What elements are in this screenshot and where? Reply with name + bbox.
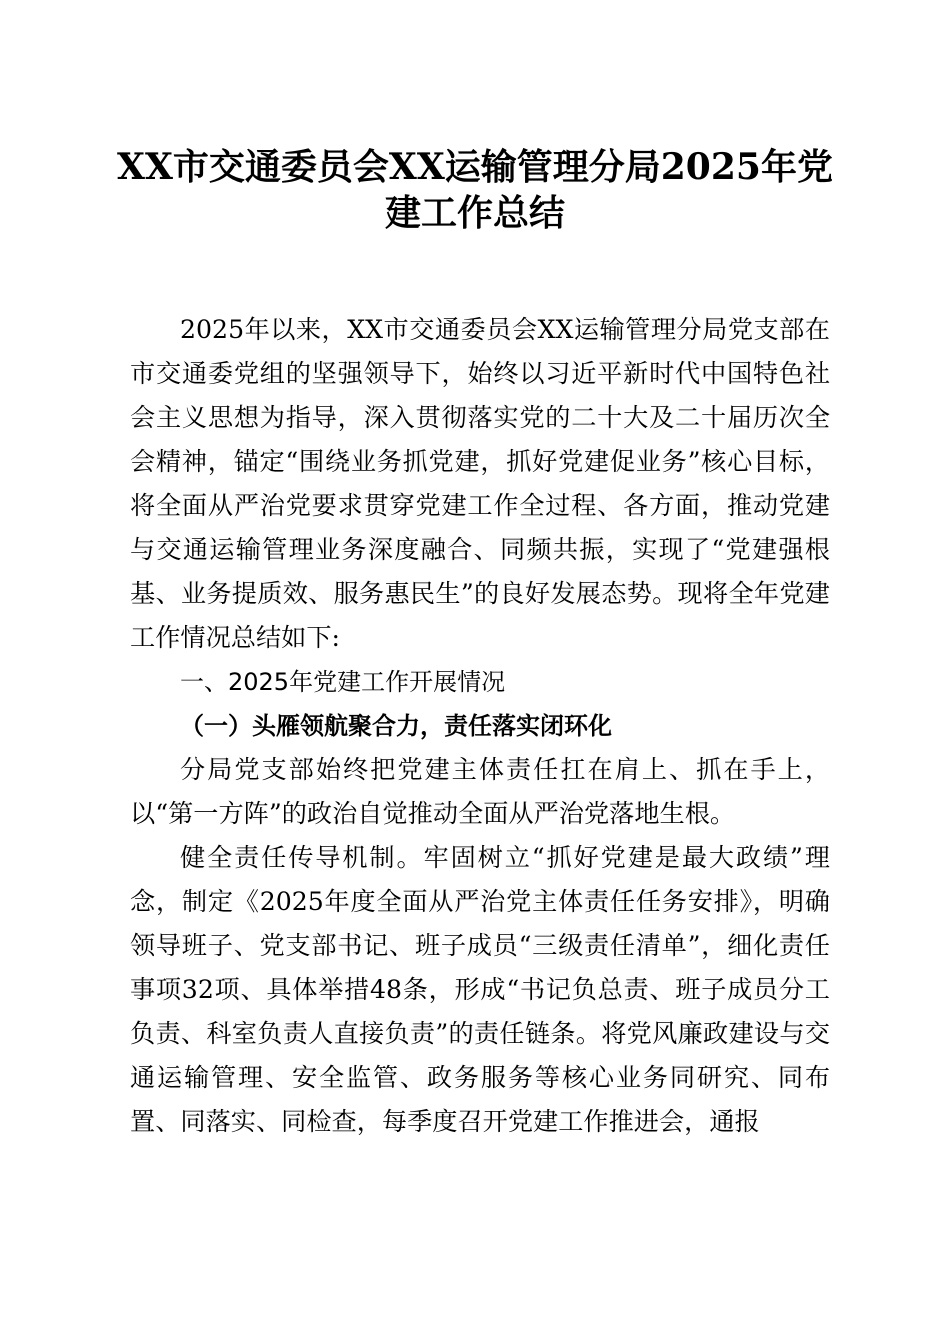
section-heading: 一、2025年党建工作开展情况: [180, 668, 506, 696]
document-title: XX市交通委员会XX运输管理分局2025年党建工作总结: [117, 146, 833, 234]
document-body: [130, 308, 830, 1144]
subsection-heading: （一）头雁领航聚合力，责任落实闭环化: [180, 711, 612, 740]
body-paragraph: 分局党支部始终把党建主体责任扛在肩上、抓在手上，以“第一方阵”的政治自觉推动全面从严治党落地生根。: [130, 755, 830, 828]
intro-paragraph: 2025年以来，XX市交通委员会XX运输管理分局党支部在市交通委党组的坚强领导下，始终以习近平新时代中国特色社会主义思想为指导，深入贯彻落实党的二十大及二十届历次全会精神，锚定“围绕业务抓党建，抓好党建促业务”核心目标，将全面从严治党要求贯穿党建工作全过程、各方面，推动党建与交通运输管理业务深度融合、同频共振，实现了“党建强根基、业务提质效、服务惠民生”的良好发展态势。现将全年党建工作情况总结如下:: [130, 315, 830, 652]
body-paragraph: 健全责任传导机制。牢固树立“抓好党建是最大政绩”理念，制定《2025年度全面从严治党主体责任任务安排》，明确领导班子、党支部书记、班子成员“三级责任清单”，细化责任事项32项、具体举措48条，形成“书记负总责、班子成员分工负责、科室负责人直接负责”的责任链条。将党风廉政建设与交通运输管理、安全监管、政务服务等核心业务同研究、同布置、同落实、同检查，每季度召开党建工作推进会，通报: [130, 843, 830, 1136]
